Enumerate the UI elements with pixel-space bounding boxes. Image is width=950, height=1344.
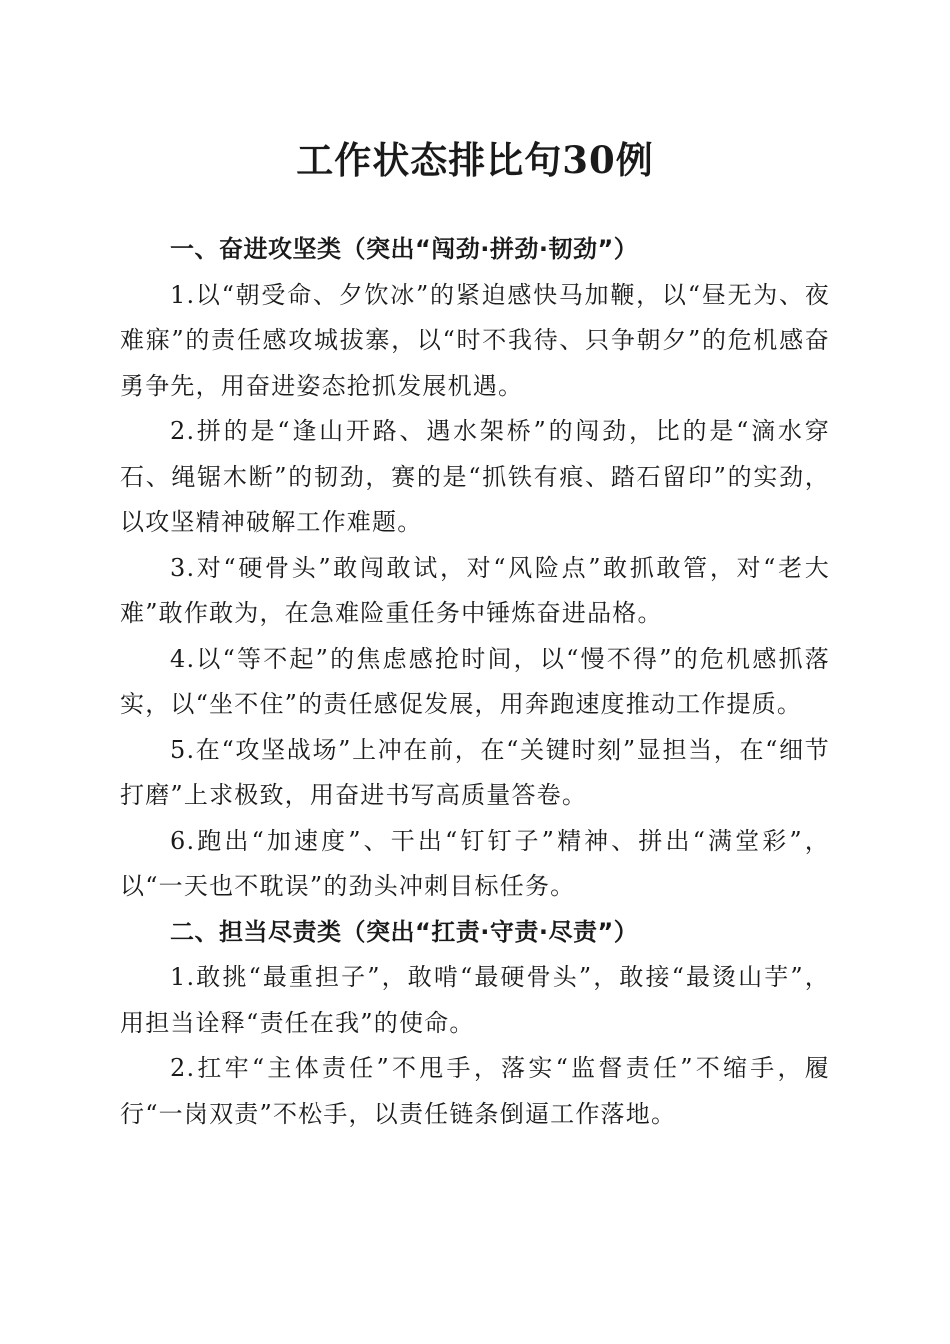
paragraph-1-1: 1.以“朝受命、夕饮冰”的紧迫感快马加鞭，以“昼无为、夜难寐”的责任感攻城拔寨，以“时不我待、只争朝夕”的危机感奋勇争先，用奋进姿态抢抓发展机遇。 bbox=[120, 280, 830, 400]
paragraph-1-2: 2.拼的是“逢山开路、遇水架桥”的闯劲，比的是“滴水穿石、绳锯木断”的韧劲，赛的是“抓铁有痕、踏石留印”的实劲，以攻坚精神破解工作难题。 bbox=[120, 417, 830, 536]
section-heading-1: 一、奋进攻坚类（突出“闯劲·拼劲·韧劲”） bbox=[170, 235, 639, 263]
document-title: 工作状态排比句30例 bbox=[296, 138, 654, 182]
paragraph-1-3: 3.对“硬骨头”敢闯敢试，对“风险点”敢抓敢管，对“老大难”敢作敢为，在急难险重任务中锤炼奋进品格。 bbox=[120, 553, 830, 627]
paragraph-2-1: 1.敢挑“最重担子”，敢啃“最硬骨头”，敢接“最烫山芋”，用担当诠释“责任在我”的使命。 bbox=[120, 963, 830, 1037]
paragraph-1-4: 4.以“等不起”的焦虑感抢时间，以“慢不得”的危机感抓落实，以“坐不住”的责任感促发展，用奔跑速度推动工作提质。 bbox=[120, 644, 830, 718]
paragraph-2-2: 2.扛牢“主体责任”不甩手，落实“监督责任”不缩手，履行“一岗双责”不松手，以责任链条倒逼工作落地。 bbox=[120, 1054, 830, 1128]
paragraph-1-6: 6.跑出“加速度”、干出“钉钉子”精神、拼出“满堂彩”，以“一天也不耽误”的劲头冲刺目标任务。 bbox=[120, 826, 830, 900]
section-heading-2: 二、担当尽责类（突出“扛责·守责·尽责”） bbox=[170, 917, 639, 946]
document-body bbox=[120, 227, 830, 1137]
paragraph-1-5: 5.在“攻坚战场”上冲在前，在“关键时刻”显担当，在“细节打磨”上求极致，用奋进书写高质量答卷。 bbox=[120, 735, 830, 809]
